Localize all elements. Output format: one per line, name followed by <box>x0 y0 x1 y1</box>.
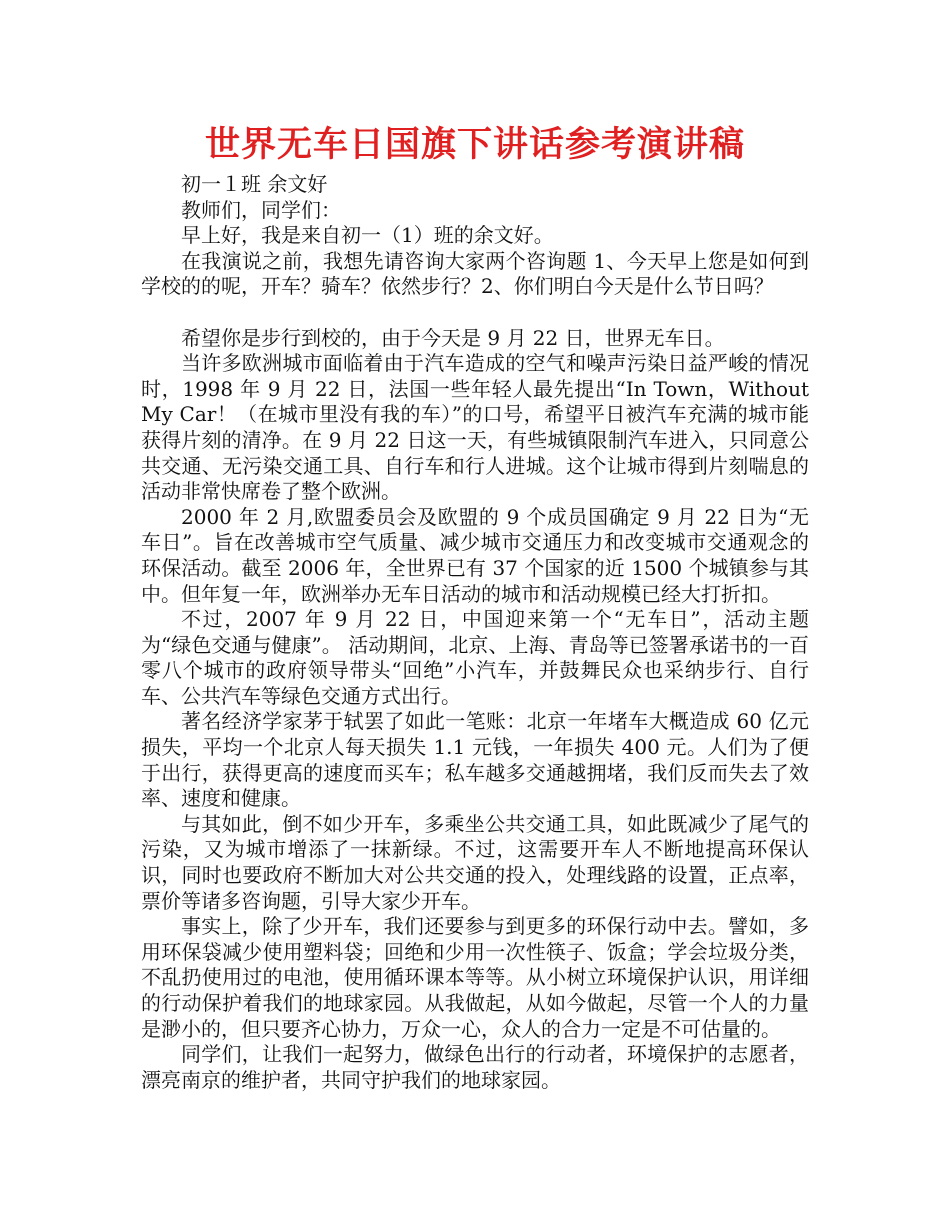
paragraph-economist: 著名经济学家茅于轼罢了如此一笔账：北京一年堵车大概造成 60 亿元损失，平均一个北京人每天损失 1.1 元钱，一年损失 400 元。人们为了便于出行，获得更高的速度而买车；私车越多交通越拥堵，我们反而失去了效率、速度和健康。 <box>141 709 809 811</box>
blank-line <box>141 300 809 326</box>
paragraph-eu-2000: 2000 年 2 月,欧盟委员会及欧盟的 9 个成员国确定 9 月 22 日为“无车日”。旨在改善城市空气质量、减少城市交通压力和改变城市交通观念的环保活动。截至 2006 年，全世界已有 37 个国家的近 1500 个城镇参与其中。但年复一年，欧洲举办无车日活动的城市和活动规模已经大打折扣。 <box>141 504 809 606</box>
byline: 初一１班 余文好 <box>181 172 328 196</box>
paragraph-questions: 在我演说之前，我想先请咨询大家两个咨询题 1、今天早上您是如何到学校的的呢，开车？骑车？依然步行？2、你们明白今天是什么节日吗？ <box>141 248 809 299</box>
paragraph-public-transport: 与其如此，倒不如少开车，多乘坐公共交通工具，如此既减少了尾气的污染，又为城市增添了一抹新绿。不过，这需要开车人不断地提高环保认识，同时也要政府不断加大对公共交通的投入，处理线路的设置，正点率，票价等诸多咨询题，引导大家少开车。 <box>141 811 809 913</box>
paragraph-closing: 同学们，让我们一起努力，做绿色出行的行动者，环境保护的志愿者，漂亮南京的维护者，共同守护我们的地球家园。 <box>141 1042 809 1092</box>
paragraph-car-free-day: 希望你是步行到校的，由于今天是 9 月 22 日，世界无车日。 <box>181 325 725 350</box>
paragraph-environmental-actions: 事实上，除了少开车，我们还要参与到更多的环保行动中去。譬如，多用环保袋减少使用塑料袋；回绝和少用一次性筷子、饭盒；学会垃圾分类，不乱扔使用过的电池，使用循环课本等等。从小树立环境保护认识，用详细的行动保护着我们的地球家园。从我做起，从如今做起，尽管一个人的力量是渺小的，但只要齐心协力，万众一心，众人的合力一定是不可估量的。 <box>141 914 809 1041</box>
greeting: 早上好，我是来自初一（1）班的余文好。 <box>181 223 554 248</box>
paragraph-history-1998: 当许多欧洲城市面临着由于汽车造成的空气和噪声污染日益严峻的情况时，1998 年 9 月 22 日，法国一些年轻人最先提出“In Town，Without My Car！（在城市里没有我的车）”的口号，希望平日被汽车充满的城市能获得片刻的清净。在 9 月 22 日这一天，有些城镇限制汽车进入，只同意公共交通、无污染交通工具、自行车和行人进城。这个让城市得到片刻喘息的活动非常快席卷了整个欧洲。 <box>141 351 809 504</box>
document-title: 世界无车日国旗下讲话参考演讲稿 <box>204 125 745 165</box>
paragraph-china-2007: 不过，2007 年 9 月 22 日，中国迎来第一个“无车日”，活动主题为“绿色交通与健康”。 活动期间，北京、上海、青岛等已签署承诺书的一百零八个城市的政府领导带头“回绝”小汽车，并鼓舞民众也采纳步行、自行车、公共汽车等绿色交通方式出行。 <box>141 607 809 708</box>
document-page <box>141 118 809 1093</box>
salutation: 教师们，同学们： <box>181 197 341 222</box>
